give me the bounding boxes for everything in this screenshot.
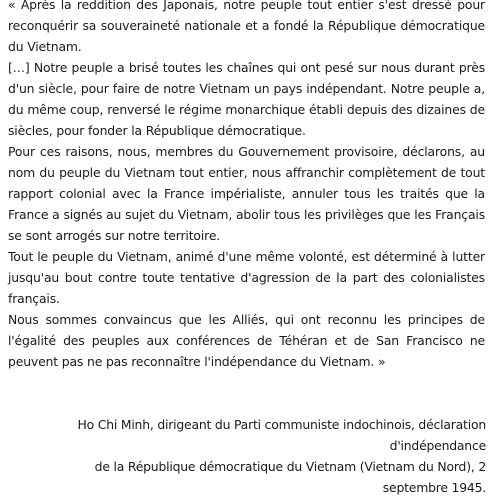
- source-citation: [30, 414, 486, 498]
- quote-paragraph-5: Nous sommes convaincus que les Alliés, qui ont reconnu les principes de l'égalité des peuples aux conférences de Téhéran et de San Francisco ne peuvent pas ne pas reconnaître l'indépendance du Vietnam. »: [8, 312, 485, 369]
- quote-paragraph-4: Tout le peuple du Vietnam, animé d'une même volonté, est déterminé à lutter jusqu'au bout contre toute tentative d'agression de la part des colonialistes français.: [8, 249, 485, 306]
- source-line-2: de la République démocratique du Vietnam (Vietnam du Nord), 2 septembre 1945.: [94, 459, 486, 495]
- quote-paragraph-2: […] Notre peuple a brisé toutes les chaînes qui ont pesé sur nous durant près d'un siècle, pour faire de notre Vietnam un pays indépendant. Notre peuple a, du même coup, renversé le régime monarchique établi depuis des dizaines de siècles, pour fonder la République démocratique.: [8, 60, 485, 138]
- quote-paragraph-3: Pour ces raisons, nous, membres du Gouvernement provisoire, déclarons, au nom du peuple du Vietnam tout entier, nous affranchir complètement de tout rapport colonial avec la France impérialiste, annuler tous les traités que la France a signés au sujet du Vietnam, abolir tous les privilèges que les Français se sont arrogés sur notre territoire.: [8, 144, 485, 243]
- quote-paragraph-1: « Après la reddition des Japonais, notre peuple tout entier s'est dressé pour reconquérir sa souveraineté nationale et a fondé la République démocratique du Vietnam.: [8, 0, 485, 54]
- spacer: [0, 372, 493, 414]
- source-line-1: Ho Chi Minh, dirigeant du Parti communiste indochinois, déclaration d'indépendance: [77, 417, 486, 453]
